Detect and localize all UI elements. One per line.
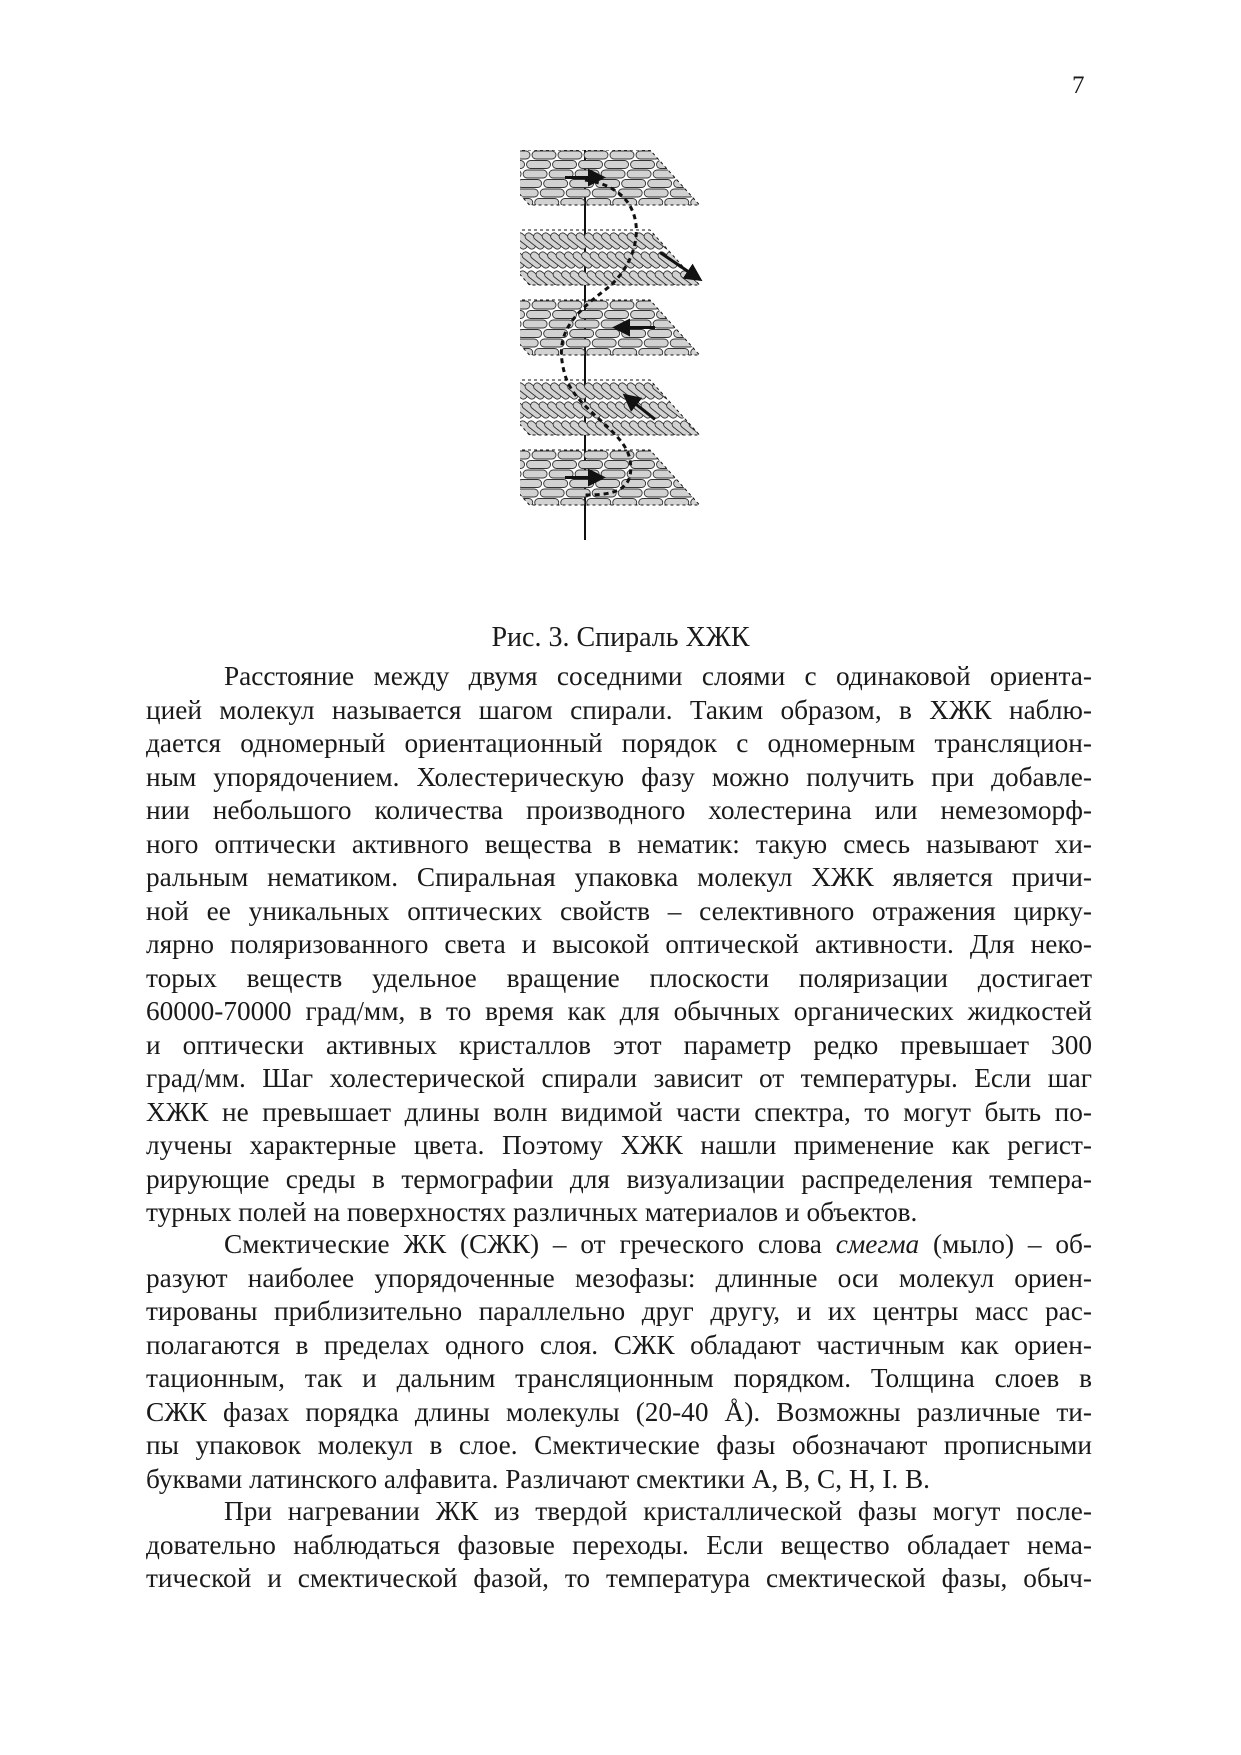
text-segment: цией молекул называется шагом спирали. Таким образом, в ХЖК наблю-	[146, 694, 1092, 725]
text-segment: турных полей на поверхностях различных материалов и объектов.	[146, 1197, 918, 1227]
molecule	[726, 330, 750, 338]
text-segment: рирующие среды в термографии для визуализации распределения темпера-	[146, 1163, 1092, 1194]
molecule	[700, 330, 724, 338]
molecule	[743, 349, 767, 357]
text-segment: ХЖК не превышает длины волн видимой части спектра, то могут быть по-	[146, 1096, 1092, 1127]
molecule	[520, 480, 542, 488]
molecule	[722, 269, 744, 288]
molecule	[527, 311, 551, 319]
molecule	[683, 461, 707, 469]
molecule	[662, 301, 686, 309]
molecule	[657, 161, 681, 169]
molecule	[722, 489, 746, 497]
text-line	[146, 1463, 1092, 1497]
molecule	[688, 151, 712, 159]
text-segment: разуют наиболее упорядоченные мезофазы: длинные оси молекул ориен-	[146, 1262, 1092, 1293]
molecule	[717, 349, 741, 357]
molecule	[644, 189, 668, 197]
molecule	[520, 161, 525, 169]
text-segment: 60000-70000 град/мм, в то время как для обычных органических жидкостей	[146, 996, 1092, 1026]
molecule	[540, 489, 564, 497]
molecule	[739, 269, 761, 288]
molecule	[558, 301, 582, 309]
molecule	[520, 470, 521, 478]
molecule	[553, 161, 577, 169]
molecule	[694, 381, 716, 400]
text-line	[146, 962, 1092, 996]
molecule	[699, 250, 721, 269]
molecule	[648, 330, 672, 338]
molecule	[527, 161, 551, 169]
text-line	[146, 694, 1092, 728]
molecule	[631, 161, 655, 169]
molecule	[705, 419, 727, 438]
text-line	[146, 794, 1092, 828]
molecule	[657, 311, 681, 319]
text-segment: ного оптически активного вещества в нематик: такую смесь называют хи-	[146, 828, 1092, 859]
molecule	[520, 170, 521, 178]
molecule	[523, 320, 547, 328]
molecule	[726, 180, 750, 188]
molecule	[677, 381, 699, 400]
text-line	[146, 861, 1092, 895]
molecule	[648, 480, 672, 488]
molecule	[670, 339, 694, 347]
molecule	[618, 339, 642, 347]
molecule	[685, 381, 707, 400]
molecule	[584, 451, 608, 459]
molecule	[622, 330, 646, 338]
molecule	[520, 451, 530, 459]
text-line	[146, 1529, 1092, 1563]
molecule	[605, 461, 629, 469]
text-line	[146, 928, 1092, 962]
molecule	[570, 330, 594, 338]
molecule	[579, 311, 603, 319]
molecule	[610, 301, 634, 309]
molecule	[705, 170, 729, 178]
molecule	[610, 151, 634, 159]
molecule	[670, 189, 694, 197]
molecule	[558, 151, 582, 159]
text-segment: Расстояние между двумя соседними слоями с одинаковой ориента-	[224, 661, 1092, 691]
text-line	[146, 895, 1092, 929]
molecule	[566, 189, 590, 197]
text-line	[146, 1429, 1092, 1463]
molecule	[596, 180, 620, 188]
paragraph-3	[146, 1495, 1092, 1596]
liquid-crystal-layer	[520, 150, 767, 207]
italic-term: смегма	[835, 1229, 920, 1259]
molecule	[579, 461, 603, 469]
molecule	[520, 301, 530, 309]
molecule	[694, 231, 716, 250]
paragraph-1	[146, 660, 1092, 1230]
molecule	[570, 480, 594, 488]
molecule	[527, 461, 551, 469]
molecule	[660, 231, 682, 250]
molecule	[722, 339, 746, 347]
molecule	[520, 339, 538, 347]
molecule	[601, 170, 625, 178]
text-segment: (мыло) – об-	[919, 1229, 1092, 1259]
liquid-crystal-layer	[520, 300, 767, 357]
molecule	[722, 419, 744, 438]
molecule	[631, 461, 655, 469]
text-segment: нии небольшого количества производного холестерина или немезоморф-	[146, 795, 1092, 825]
molecule	[739, 419, 761, 438]
text-segment: При нагревании ЖК из твердой кристаллической фазы могут после-	[224, 1496, 1092, 1526]
molecule	[700, 180, 724, 188]
molecule	[520, 489, 538, 497]
molecule	[747, 269, 769, 288]
molecule	[544, 480, 568, 488]
molecule	[660, 381, 682, 400]
molecule	[683, 161, 707, 169]
molecule	[716, 250, 738, 269]
text-line	[146, 1029, 1092, 1063]
molecule	[579, 161, 603, 169]
molecule	[644, 489, 668, 497]
molecule	[657, 461, 681, 469]
molecule	[670, 489, 694, 497]
text-line	[146, 1262, 1092, 1296]
molecule	[709, 161, 733, 169]
text-line	[146, 660, 1092, 694]
text-line	[146, 828, 1092, 862]
text-line	[146, 995, 1092, 1029]
molecule	[730, 419, 752, 438]
molecule	[605, 161, 629, 169]
molecule	[622, 180, 646, 188]
molecule	[662, 151, 686, 159]
text-line	[146, 1062, 1092, 1096]
molecule	[605, 311, 629, 319]
molecule	[713, 269, 735, 288]
molecule	[699, 400, 721, 419]
molecule	[696, 419, 718, 438]
molecule	[553, 461, 577, 469]
molecule	[532, 451, 556, 459]
molecule	[708, 400, 730, 419]
molecule	[520, 151, 530, 159]
text-line	[146, 1129, 1092, 1163]
molecule	[696, 489, 720, 497]
text-segment: и оптически активных кристаллов этот параметр редко превышает 300	[146, 1029, 1092, 1060]
molecule	[711, 231, 733, 250]
paragraph-2	[146, 1228, 1092, 1496]
molecule	[601, 470, 625, 478]
molecule	[702, 231, 724, 250]
molecule	[696, 189, 720, 197]
molecule	[610, 451, 634, 459]
molecule	[668, 231, 690, 250]
text-line	[146, 1163, 1092, 1197]
molecule	[575, 320, 599, 328]
figure-caption: Рис. 3. Спираль ХЖК	[491, 622, 750, 653]
molecule	[747, 419, 769, 438]
text-line	[146, 1096, 1092, 1130]
molecule	[596, 480, 620, 488]
text-line	[146, 761, 1092, 795]
molecule	[691, 400, 713, 419]
molecule	[725, 250, 747, 269]
text-segment: лярно поляризованного света и высокой оптической активности. Для неко-	[146, 929, 1092, 959]
molecule	[648, 180, 672, 188]
text-segment: тационным, так и дальним трансляционным порядком. Толщина слоев в	[146, 1363, 1092, 1393]
molecule	[713, 419, 735, 438]
molecule	[520, 199, 533, 207]
text-segment: лучены характерные цвета. Поэтому ХЖК нашли применение как регист-	[146, 1130, 1092, 1160]
molecule	[709, 311, 733, 319]
molecule	[532, 151, 556, 159]
molecule	[679, 320, 703, 328]
text-line	[146, 1196, 1092, 1230]
molecule	[743, 499, 767, 507]
molecule	[711, 381, 733, 400]
molecule	[520, 330, 542, 338]
text-segment: тической и смектической фазой, то температура смектической фазы, обыч-	[146, 1563, 1092, 1593]
molecule	[544, 180, 568, 188]
text-segment: СЖК фазах порядка длины молекулы (20-40 Å). Возможны различные ти-	[146, 1396, 1092, 1427]
molecule	[733, 400, 755, 419]
molecule	[622, 480, 646, 488]
text-line	[146, 1362, 1092, 1396]
molecule	[717, 199, 741, 207]
text-segment: ной ее уникальных оптических свойств – селективного отражения цирку-	[146, 895, 1092, 926]
text-segment: ральным нематиком. Спиральная упаковка молекул ХЖК является причи-	[146, 862, 1092, 892]
molecule	[644, 339, 668, 347]
text-line	[146, 1562, 1092, 1596]
text-line	[146, 727, 1092, 761]
text-segment: ным упорядочением. Холестерическую фазу можно получить при добавле-	[146, 761, 1092, 792]
text-line	[146, 1495, 1092, 1529]
molecule	[682, 250, 704, 269]
molecule	[705, 269, 727, 288]
molecule	[685, 231, 707, 250]
molecule	[627, 170, 651, 178]
molecule	[733, 250, 755, 269]
text-segment: довательно наблюдаться фазовые переходы. Если вещество обладает нема-	[146, 1529, 1092, 1560]
text-segment: буквами латинского алфавита. Различают смектики A, B, C, H, I. B.	[146, 1463, 930, 1494]
molecule	[566, 339, 590, 347]
molecule	[725, 400, 747, 419]
text-segment: Смектические ЖК (СЖК) – от греческого слова	[224, 1229, 836, 1259]
molecule	[523, 470, 547, 478]
text-line	[146, 1295, 1092, 1329]
text-line	[146, 1396, 1092, 1430]
molecule	[730, 269, 752, 288]
molecule	[558, 451, 582, 459]
molecule	[719, 381, 741, 400]
text-segment: полагаются в пределах одного слоя. СЖК обладают частичным как ориен-	[146, 1329, 1092, 1360]
liquid-crystal-layer	[520, 450, 767, 507]
text-line	[146, 1329, 1092, 1363]
liquid-crystal-layer	[520, 380, 769, 439]
molecule	[532, 301, 556, 309]
molecule	[520, 189, 538, 197]
molecule	[584, 151, 608, 159]
molecule	[719, 231, 741, 250]
molecule	[523, 170, 547, 178]
molecule	[705, 320, 729, 328]
liquid-crystal-layer	[520, 230, 769, 289]
molecule	[743, 199, 767, 207]
molecule	[540, 189, 564, 197]
molecule	[520, 349, 533, 357]
page-number: 7	[1072, 72, 1085, 99]
molecule	[717, 499, 741, 507]
text-line	[146, 1228, 1092, 1262]
molecule	[722, 189, 746, 197]
molecule	[520, 461, 525, 469]
molecule	[592, 339, 616, 347]
molecule	[682, 400, 704, 419]
text-segment: тированы приблизительно параллельно друг другу, и их центры масс рас-	[146, 1296, 1092, 1326]
molecule	[688, 451, 712, 459]
molecule	[631, 311, 655, 319]
molecule	[709, 461, 733, 469]
molecule	[679, 170, 703, 178]
cholesteric-helix-figure	[520, 150, 780, 610]
molecule	[520, 311, 525, 319]
molecule	[705, 470, 729, 478]
molecule	[716, 400, 738, 419]
molecule	[596, 330, 620, 338]
molecule	[677, 231, 699, 250]
molecule	[691, 250, 713, 269]
molecule	[702, 381, 724, 400]
text-segment: торых веществ удельное вращение плоскости поляризации достигает	[146, 962, 1092, 993]
molecule	[696, 339, 720, 347]
molecule	[700, 480, 724, 488]
molecule	[679, 470, 703, 478]
molecule	[520, 499, 533, 507]
text-segment: пы упаковок молекул в слое. Смектические фазы обозначают прописными	[146, 1430, 1092, 1460]
molecule	[688, 301, 712, 309]
molecule	[683, 311, 707, 319]
molecule	[540, 339, 564, 347]
text-segment: град/мм. Шаг холестерической спирали зависит от температуры. Если шаг	[146, 1063, 1092, 1093]
text-segment: дается одномерный ориентационный порядок с одномерным трансляцион-	[146, 728, 1092, 758]
molecule	[520, 180, 542, 188]
molecule	[520, 320, 521, 328]
molecule	[708, 250, 730, 269]
molecule	[668, 381, 690, 400]
molecule	[618, 489, 642, 497]
molecule	[662, 451, 686, 459]
molecule	[726, 480, 750, 488]
